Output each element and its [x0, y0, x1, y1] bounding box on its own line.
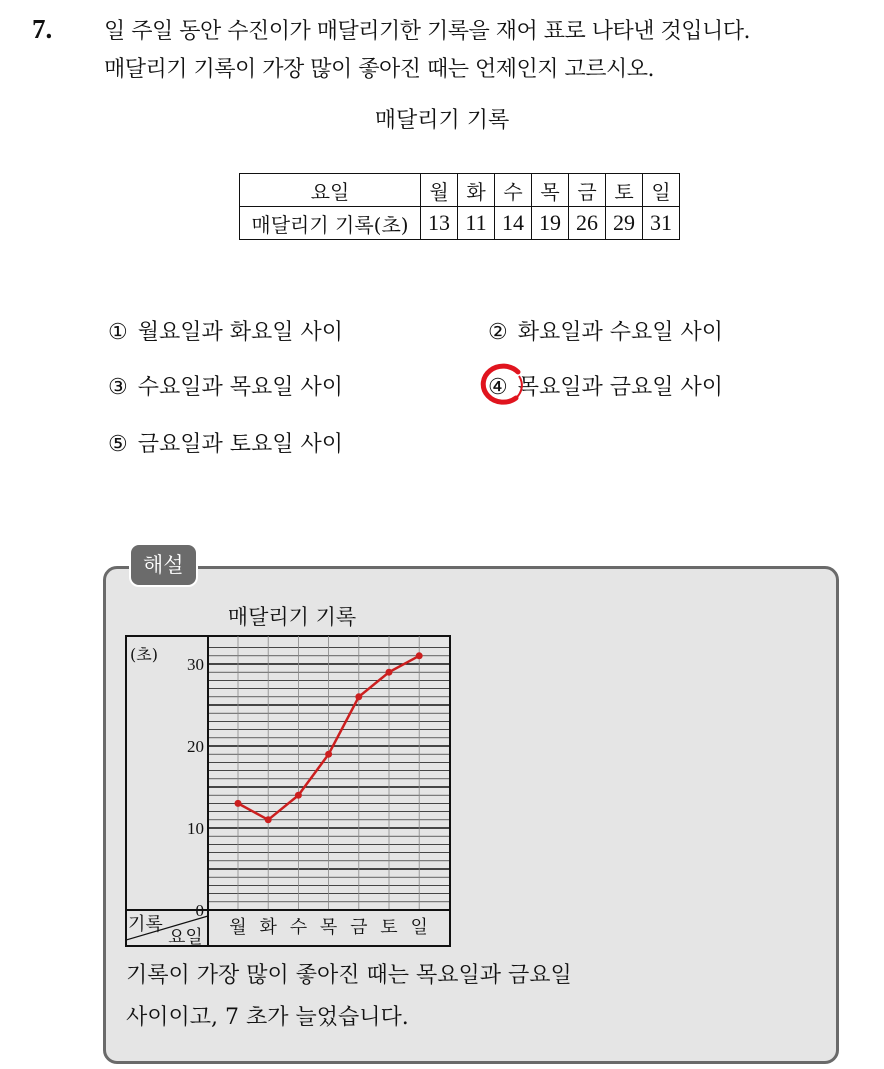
chart-title: 매달리기 기록 [227, 605, 357, 629]
table-cell-day: 토 [606, 174, 643, 207]
y-tick-label: 10 [187, 819, 204, 838]
choice-mark: ④ [488, 375, 508, 400]
table-cell-day: 월 [421, 174, 458, 207]
x-tick-label: 월 [229, 917, 247, 938]
table-cell-record: 31 [643, 207, 680, 240]
data-point [386, 669, 393, 676]
choice-1[interactable] [108, 315, 343, 346]
table-cell-record: 13 [421, 207, 458, 240]
data-point [416, 652, 423, 659]
choice-mark: ⑤ [108, 432, 128, 457]
x-tick-label: 금 [350, 917, 368, 938]
x-tick-label: 토 [380, 917, 398, 938]
choice-mark: ③ [108, 375, 128, 400]
table-cell-record: 14 [495, 207, 532, 240]
table-header-day: 요일 [240, 174, 421, 207]
table-cell-record: 29 [606, 207, 643, 240]
choice-mark: ① [108, 320, 128, 345]
table-cell-day: 수 [495, 174, 532, 207]
table-cell-day: 목 [532, 174, 569, 207]
choice-text: 수요일과 목요일 사이 [137, 375, 343, 400]
choice-3[interactable] [108, 370, 343, 401]
chart-frame [126, 636, 450, 946]
choice-text: 월요일과 화요일 사이 [137, 320, 343, 345]
table-title: 매달리기 기록 [374, 108, 510, 133]
record-line-chart [120, 598, 460, 950]
table-cell-record: 11 [458, 207, 495, 240]
choice-5[interactable] [108, 427, 343, 458]
table-header-record: 매달리기 기록(초) [240, 207, 421, 240]
y-tick-label: 30 [187, 655, 204, 674]
y-tick-label: 0 [195, 901, 204, 920]
table-cell-day: 금 [569, 174, 606, 207]
table-cell-day: 화 [458, 174, 495, 207]
answer-circle-mark [472, 360, 528, 410]
question-number: 7. [32, 14, 53, 44]
table-cell-record: 26 [569, 207, 606, 240]
corner-label-bottom: 요일 [168, 927, 203, 948]
table-row-days [240, 174, 680, 207]
y-unit-label: (초) [130, 645, 158, 664]
corner-label-top: 기록 [128, 914, 163, 935]
table-row-records [240, 207, 680, 240]
choice-2[interactable] [488, 315, 723, 346]
explanation-line2: 사이이고, 7 초가 늘었습니다. [126, 1005, 409, 1030]
data-point [325, 751, 332, 758]
table-cell-day: 일 [643, 174, 680, 207]
explanation-line1: 기록이 가장 많이 좋아진 때는 목요일과 금요일 [126, 963, 572, 988]
record-table [239, 173, 680, 240]
x-tick-label: 일 [410, 917, 428, 938]
x-tick-label: 수 [289, 917, 308, 938]
data-point [265, 816, 272, 823]
data-point [295, 792, 302, 799]
choice-text: 목요일과 금요일 사이 [517, 375, 723, 400]
question-text-line1: 일 주일 동안 수진이가 매달리기한 기록을 재어 표로 나타낸 것입니다. [104, 19, 750, 44]
choice-mark: ② [488, 320, 508, 345]
x-tick-label: 화 [259, 917, 277, 938]
data-point [235, 800, 242, 807]
data-point [355, 693, 362, 700]
choice-text: 화요일과 수요일 사이 [517, 320, 723, 345]
table-cell-record: 19 [532, 207, 569, 240]
y-tick-label: 20 [187, 737, 204, 756]
choice-text: 금요일과 토요일 사이 [137, 432, 343, 457]
question-text-line2: 매달리기 기록이 가장 많이 좋아진 때는 언제인지 고르시오. [104, 57, 654, 82]
x-tick-label: 목 [319, 917, 338, 938]
explanation-tab: 해설 [129, 543, 198, 587]
